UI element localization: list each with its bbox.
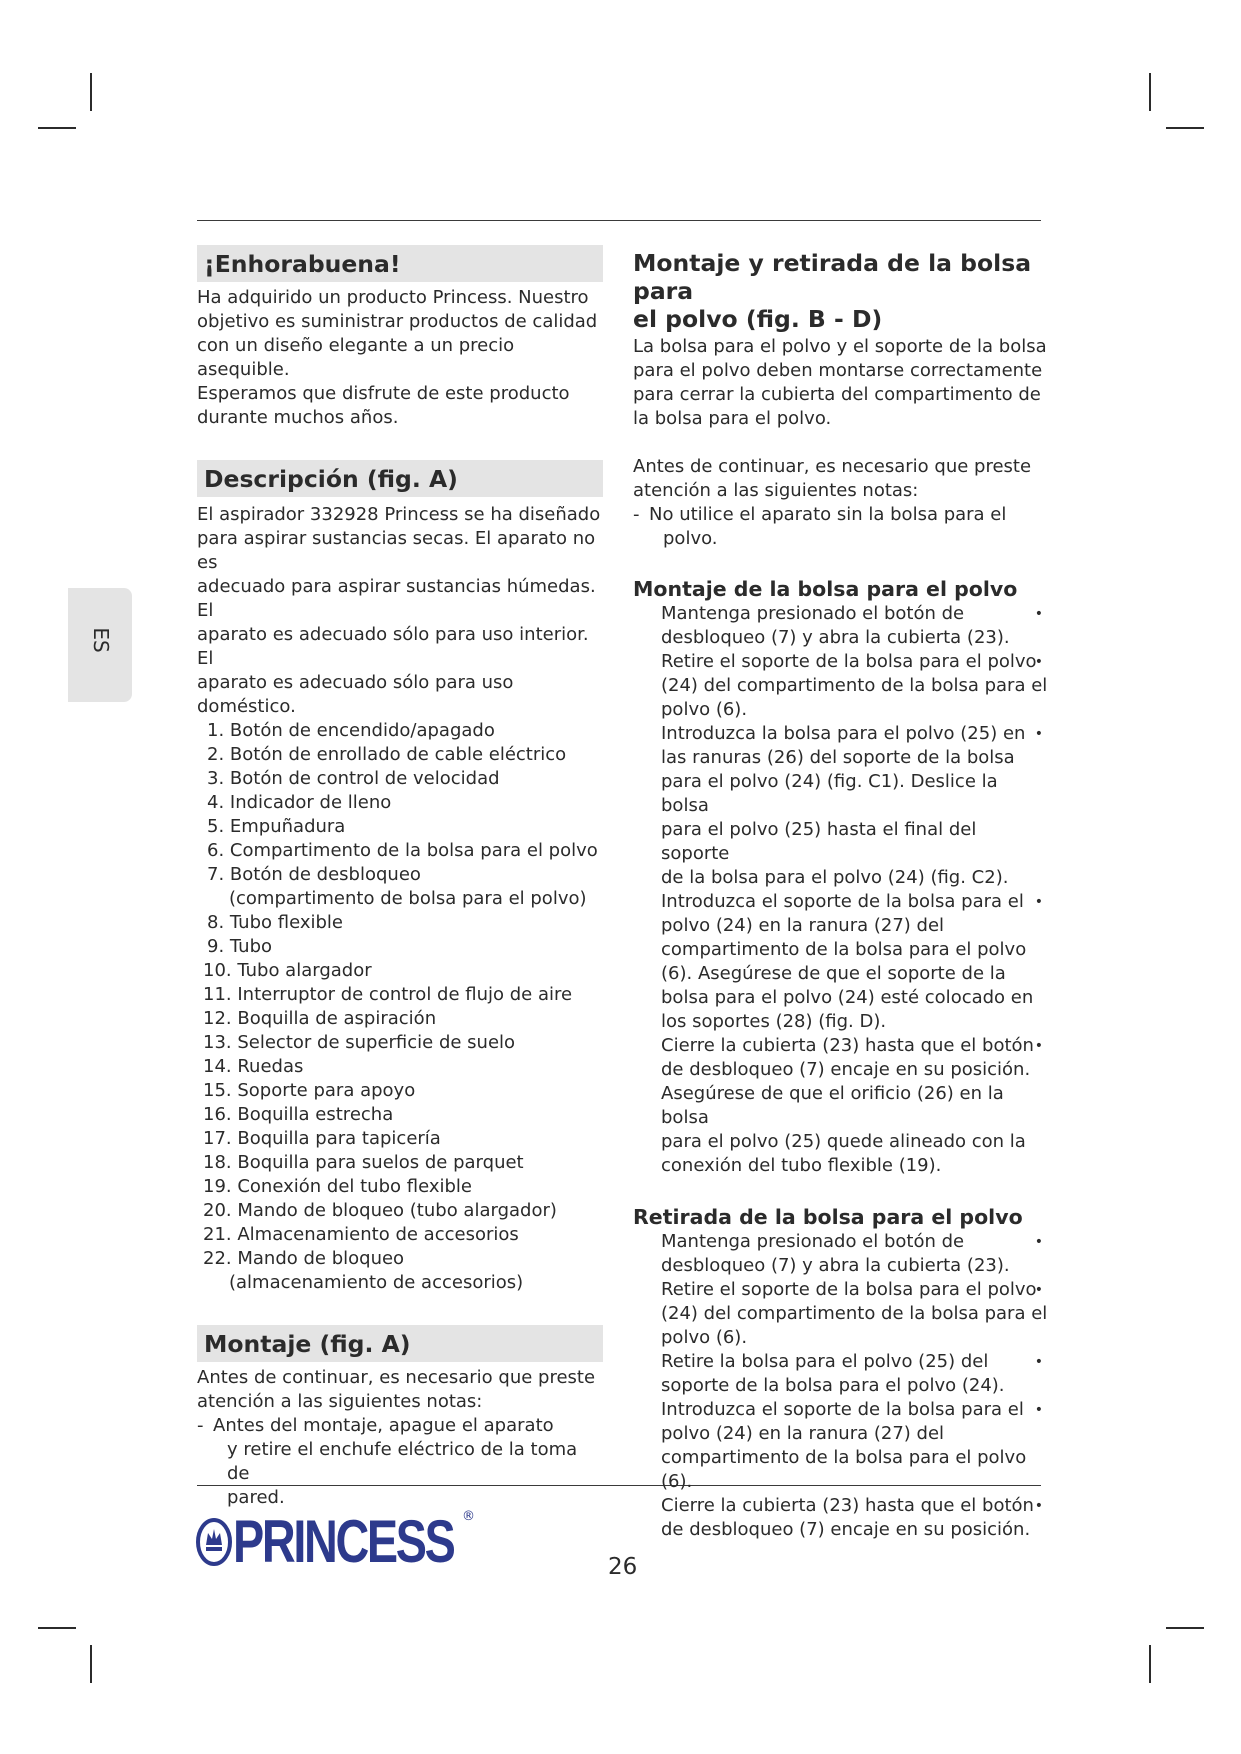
list-item-continuation: (almacenamiento de accesorios) — [229, 1272, 524, 1293]
crop-mark-bottom-left-v — [90, 1645, 92, 1683]
bullet-marker: • — [1034, 1282, 1043, 1298]
step — [633, 1278, 1048, 1350]
bullet-marker: • — [1034, 1402, 1043, 1418]
text-line: polvo (6). — [661, 1327, 748, 1348]
princess-logo — [196, 1505, 478, 1575]
text-line: (24) del compartimento de la bolsa para el — [661, 675, 1048, 696]
montaje-bolsa-heading: Montaje de la bolsa para el polvo — [633, 577, 1018, 601]
dash-marker: - — [633, 504, 640, 525]
text-line: para cerrar la cubierta del compartimento de — [633, 384, 1041, 405]
text-line: Introduzca la bolsa para el polvo (25) en — [661, 723, 1026, 744]
text-line: la bolsa para el polvo. — [633, 408, 832, 429]
crop-mark-top-right-v — [1149, 73, 1151, 111]
language-tab — [68, 588, 132, 702]
list-item: 21. Almacenamiento de accesorios — [203, 1224, 519, 1245]
crop-mark-top-left-v — [90, 73, 92, 111]
text-line: Esperamos que disfrute de este producto — [197, 383, 570, 404]
text-line: aparato es adecuado sólo para uso interior. El — [197, 624, 589, 669]
text-line: para el polvo (25) hasta el final del soporte — [661, 819, 977, 864]
text-line: El aspirador 332928 Princess se ha diseñado — [197, 504, 601, 525]
step — [633, 1350, 1048, 1398]
text-line: polvo (6). — [661, 699, 748, 720]
text-line: (24) del compartimento de la bolsa para el — [661, 1303, 1048, 1324]
text-line: Introduzca el soporte de la bolsa para el — [661, 1399, 1024, 1420]
step — [633, 602, 1048, 650]
crop-mark-top-right-h — [1166, 127, 1204, 129]
text-line: Mantenga presionado el botón de — [661, 1231, 965, 1252]
left-column — [197, 245, 603, 1510]
text-line: de desbloqueo (7) encaje en su posición. — [661, 1059, 1031, 1080]
list-item: 16. Boquilla estrecha — [203, 1104, 394, 1125]
list-item: 5. Empuñadura — [207, 816, 346, 837]
text-line: polvo. — [663, 528, 718, 549]
montaje-note — [197, 1414, 603, 1510]
text-line: para el polvo (25) quede alineado con la — [661, 1131, 1026, 1152]
crop-mark-bottom-left-h — [38, 1627, 76, 1629]
text-line: pared. — [227, 1487, 285, 1508]
text-line: soporte de la bolsa para el polvo (24). — [661, 1375, 1005, 1396]
text-line: Antes de continuar, es necesario que preste — [633, 456, 1032, 477]
section-bolsa — [633, 249, 1048, 551]
crop-mark-bottom-right-v — [1149, 1645, 1151, 1683]
text-line: con un diseño elegante a un precio asequible. — [197, 335, 515, 380]
bullet-marker: • — [1034, 1498, 1043, 1514]
list-item: 13. Selector de superficie de suelo — [203, 1032, 516, 1053]
montaje-intro — [197, 1366, 603, 1414]
section-descripcion — [197, 460, 603, 1295]
text-line: Retire la bolsa para el polvo (25) del — [661, 1351, 989, 1372]
text-line: desbloqueo (7) y abra la cubierta (23). — [661, 627, 1010, 648]
text-line: polvo (24) en la ranura (27) del — [661, 1423, 945, 1444]
section-enhorabuena — [197, 245, 603, 430]
section-montaje — [197, 1325, 603, 1510]
text-line: los soportes (28) (fig. D). — [661, 1011, 887, 1032]
bullet-marker: • — [1034, 654, 1043, 670]
list-item: 1. Botón de encendido/apagado — [207, 720, 495, 741]
bolsa-note — [633, 503, 1048, 551]
list-item: 14. Ruedas — [203, 1056, 304, 1077]
crop-mark-bottom-right-h — [1166, 1627, 1204, 1629]
list-item: 12. Boquilla de aspiración — [203, 1008, 437, 1029]
bolsa-text — [633, 335, 1048, 431]
text-line: objetivo es suministrar productos de calidad — [197, 311, 598, 332]
text-line: Ha adquirido un producto Princess. Nuestro — [197, 287, 589, 308]
step — [633, 1398, 1048, 1494]
descripcion-text — [197, 503, 603, 719]
text-line: bolsa para el polvo (24) esté colocado en — [661, 987, 1034, 1008]
list-item: 8. Tubo flexible — [207, 912, 343, 933]
text-line: las ranuras (26) del soporte de la bolsa — [661, 747, 1015, 768]
step — [633, 1034, 1048, 1082]
text-line: Retire el soporte de la bolsa para el polvo — [661, 651, 1037, 672]
montaje-heading: Montaje (fig. A) — [197, 1325, 603, 1362]
logo-wordmark: PRINCESS — [233, 1508, 454, 1575]
list-item: 6. Compartimento de la bolsa para el polvo — [207, 840, 598, 861]
section-retirada-bolsa — [633, 1204, 1048, 1542]
list-item: 4. Indicador de lleno — [207, 792, 392, 813]
text-line: Antes del montaje, apague el aparato — [213, 1415, 554, 1436]
descripcion-heading: Descripción (fig. A) — [197, 460, 603, 497]
text-line: de desbloqueo (7) encaje en su posición. — [661, 1519, 1031, 1540]
text-line: La bolsa para el polvo y el soporte de la bolsa — [633, 336, 1047, 357]
enhorabuena-heading: ¡Enhorabuena! — [197, 245, 603, 282]
list-item: 7. Botón de desbloqueo — [207, 864, 421, 885]
text-line: Retire el soporte de la bolsa para el polvo — [661, 1279, 1037, 1300]
bullet-marker: • — [1034, 606, 1043, 622]
text-line: de la bolsa para el polvo (24) (fig. C2). — [661, 867, 1009, 888]
crop-mark-top-left-h — [38, 127, 76, 129]
text-line: compartimento de la bolsa para el polvo — [661, 939, 1027, 960]
list-item-continuation: (compartimento de bolsa para el polvo) — [229, 888, 587, 909]
text-line: Cierre la cubierta (23) hasta que el botón — [661, 1495, 1034, 1516]
page-number: 26 — [608, 1554, 638, 1580]
text-line: atención a las siguientes notas: — [197, 1391, 483, 1412]
step — [633, 1494, 1048, 1542]
retirada-bolsa-heading: Retirada de la bolsa para el polvo — [633, 1205, 1023, 1229]
dash-marker: - — [197, 1415, 204, 1436]
bullet-marker: • — [1034, 1234, 1043, 1250]
text-line: No utilice el aparato sin la bolsa para el — [649, 504, 1007, 525]
language-tab-label: ES — [89, 627, 113, 653]
text-line: Cierre la cubierta (23) hasta que el botón — [661, 1035, 1034, 1056]
text-line: Asegúrese de que el orificio (26) en la bolsa — [661, 1083, 1004, 1128]
text-line: compartimento de la bolsa para el polvo (6). — [661, 1447, 1027, 1492]
text-line: para aspirar sustancias secas. El aparato no es — [197, 528, 596, 573]
step — [633, 722, 1048, 890]
list-item: 22. Mando de bloqueo — [203, 1248, 405, 1269]
list-item: 18. Boquilla para suelos de parquet — [203, 1152, 524, 1173]
text-line: (6). Asegúrese de que el soporte de la — [661, 963, 1006, 984]
text-line: aparato es adecuado sólo para uso doméstico. — [197, 672, 514, 717]
text-line: para el polvo (24) (fig. C1). Deslice la bolsa — [661, 771, 998, 816]
heading-line: el polvo (fig. B - D) — [633, 305, 883, 333]
bullet-marker: • — [1034, 726, 1043, 742]
right-column — [633, 249, 1048, 1542]
text-line: adecuado para aspirar sustancias húmedas. El — [197, 576, 596, 621]
text-line: para el polvo deben montarse correctamente — [633, 360, 1043, 381]
list-item: 19. Conexión del tubo flexible — [203, 1176, 472, 1197]
list-item: 2. Botón de enrollado de cable eléctrico — [207, 744, 567, 765]
text-line: Introduzca el soporte de la bolsa para el — [661, 891, 1024, 912]
text-line: atención a las siguientes notas: — [633, 480, 919, 501]
text-line: Antes de continuar, es necesario que preste — [197, 1367, 596, 1388]
step — [633, 1230, 1048, 1278]
step — [633, 650, 1048, 722]
step — [633, 1082, 1048, 1178]
text-line: durante muchos años. — [197, 407, 399, 428]
registered-mark: ® — [462, 1509, 475, 1524]
parts-list — [197, 719, 603, 1295]
bullet-marker: • — [1034, 1038, 1043, 1054]
list-item: 20. Mando de bloqueo (tubo alargador) — [203, 1200, 557, 1221]
list-item: 17. Boquilla para tapicería — [203, 1128, 441, 1149]
step — [633, 890, 1048, 1034]
bullet-marker: • — [1034, 894, 1043, 910]
list-item: 11. Interruptor de control de flujo de aire — [203, 984, 573, 1005]
text-line: y retire el enchufe eléctrico de la toma de — [227, 1439, 578, 1484]
bolsa-heading — [633, 249, 1048, 333]
bolsa-notes-intro — [633, 455, 1048, 503]
text-line: desbloqueo (7) y abra la cubierta (23). — [661, 1255, 1010, 1276]
heading-line: Montaje y retirada de la bolsa para — [633, 249, 1032, 305]
text-line: polvo (24) en la ranura (27) del — [661, 915, 945, 936]
list-item: 10. Tubo alargador — [203, 960, 372, 981]
top-rule — [197, 220, 1041, 221]
list-item: 15. Soporte para apoyo — [203, 1080, 416, 1101]
section-montaje-bolsa — [633, 576, 1048, 1178]
list-item: 9. Tubo — [207, 936, 273, 957]
text-line: Mantenga presionado el botón de — [661, 603, 965, 624]
enhorabuena-text — [197, 286, 603, 430]
text-line: conexión del tubo flexible (19). — [661, 1155, 942, 1176]
bullet-marker: • — [1034, 1354, 1043, 1370]
list-item: 3. Botón de control de velocidad — [207, 768, 500, 789]
